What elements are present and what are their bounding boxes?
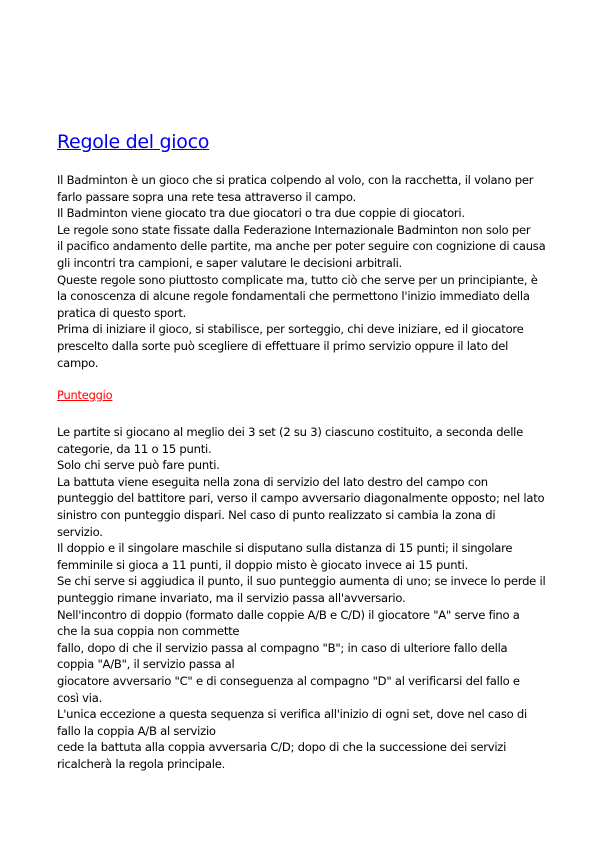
text-line: il pacifico andamento delle partite, ma anche per poter seguire con cognizione di causa — [57, 239, 546, 254]
text-line: gli incontri tra campioni, e saper valutare le decisioni arbitrali. — [57, 255, 402, 270]
text-line: farlo passare sopra una rete tesa attraverso il campo. — [57, 189, 356, 204]
text-line: Il doppio e il singolare maschile si disputano sulla distanza di 15 punti; il singolare — [57, 541, 513, 556]
text-line: Il Badminton viene giocato tra due giocatori o tra due coppie di giocatori. — [57, 206, 465, 221]
text-line: Le partite si giocano al meglio dei 3 set (2 su 3) ciascuno costituito, a seconda delle — [57, 425, 524, 439]
text-line: punteggio rimane invariato, ma il servizio passa all'avversario. — [57, 590, 406, 605]
text-line: ricalcherà la regola principale. — [57, 756, 226, 771]
text-line: Solo chi serve può fare punti. — [57, 458, 220, 473]
text-line: Nell'incontro di doppio (formato dalle coppie A/B e C/D) il giocatore "A" serve fino a — [57, 607, 520, 622]
text-line: Se chi serve si aggiudica il punto, il suo punteggio aumenta di uno; se invece lo perde il — [57, 574, 546, 589]
text-line: sinistro con punteggio dispari. Nel caso di punto realizzato si cambia la zona di — [57, 507, 496, 522]
intro-paragraph — [57, 172, 547, 371]
text-line: Le regole sono state fissate dalla Federazione Internazionale Badminton non solo per — [57, 222, 531, 237]
text-line: così via. — [57, 690, 103, 705]
text-line: punteggio del battitore pari, verso il campo avversario diagonalmente opposto; nel lato — [57, 491, 545, 506]
text-line: cede la battuta alla coppia avversaria C/D; dopo di che la successione dei servizi — [57, 740, 507, 755]
text-line: la conoscenza di alcune regole fondamentali che permettono l'inizio immediato della — [57, 289, 530, 304]
text-line: La battuta viene eseguita nella zona di servizio del lato destro del campo con — [57, 474, 488, 489]
text-line: Il Badminton è un gioco che si pratica colpendo al volo, con la racchetta, il volano per — [57, 173, 534, 187]
text-line: L'unica eccezione a questa sequenza si verifica all'inizio di ogni set, dove nel caso di — [57, 707, 528, 722]
section-heading-punteggio[interactable]: Punteggio — [57, 388, 113, 402]
text-line: categorie, da 11 o 15 punti. — [57, 441, 212, 456]
text-line: giocatore avversario "C" e di conseguenza al compagno "D" al verificarsi del fallo e — [57, 673, 520, 688]
text-line: campo. — [57, 355, 99, 370]
text-line: pratica di questo sport. — [57, 305, 187, 320]
text-line: servizio. — [57, 524, 103, 539]
text-line: che la sua coppia non commette — [57, 624, 240, 639]
punteggio-paragraph — [57, 424, 547, 772]
text-line: femminile si gioca a 11 punti, il doppio misto è giocato invece ai 15 punti. — [57, 557, 469, 572]
text-line: fallo la coppia A/B al servizio — [57, 723, 216, 738]
text-line: Queste regole sono piuttosto complicate ma, tutto ciò che serve per un principiante, è — [57, 272, 538, 287]
text-line: prescelto dalla sorte può scegliere di effettuare il primo servizio oppure il lato del — [57, 338, 509, 353]
text-line: coppia "A/B", il servizio passa al — [57, 657, 235, 672]
page-title[interactable]: Regole del gioco — [57, 131, 210, 153]
text-line: Prima di iniziare il gioco, si stabilisce, per sorteggio, chi deve iniziare, ed il giocatore — [57, 322, 524, 337]
text-line: fallo, dopo di che il servizio passa al compagno "B"; in caso di ulteriore fallo della — [57, 640, 508, 655]
